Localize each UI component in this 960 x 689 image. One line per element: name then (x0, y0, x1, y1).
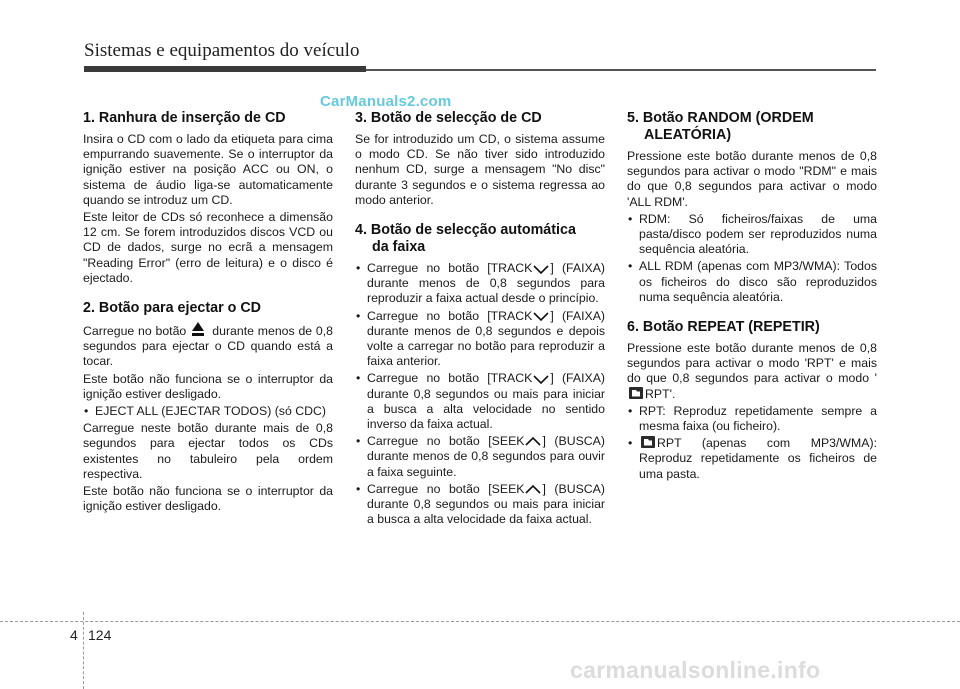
list-item: • Carregue no botão [SEEK ] (BUSCA) durante 0,8 segundos ou mais para iniciar a busca a alta velocidade da faixa actual. (355, 482, 605, 528)
paragraph: Insira o CD com o lado da etiqueta para cima empurrando suavemente. Se o interruptor da ignição estiver na posição ACC ou ON, o sistema de áudio liga-se automaticamente quando se introduz um CD. (83, 132, 333, 207)
chapter-number: 4 (70, 627, 78, 643)
section-title-repeat: 6. Botão REPEAT (REPETIR) (627, 319, 820, 336)
list-item: • EJECT ALL (EJECTAR TODOS) (só CDC) (83, 404, 333, 419)
chevron-up-icon (525, 437, 541, 447)
list-item: • Carregue no botão [TRACK ] (FAIXA) durante menos de 0,8 segundos e depois volte a carregar no botão para reproduzir a faixa anterior. (355, 309, 605, 370)
page-number: 124 (88, 627, 112, 643)
header-rule-accent (84, 66, 366, 72)
bullet-list (627, 212, 877, 305)
list-item: • Carregue no botão [TRACK ] (FAIXA) durante menos de 0,8 segundos para reproduzir a faixa actual desde o princípio. (355, 261, 605, 307)
paragraph: Carregue neste botão durante mais de 0,8 segundos para ejectar todos os CDs existentes no tabuleiro pela ordem respectiva. (83, 421, 333, 481)
eject-icon (192, 322, 204, 336)
section-title-cd-slot: 1. Ranhura de inserção de CD (83, 110, 286, 126)
footer-rule (0, 621, 960, 622)
paragraph: Este botão não funciona se o interruptor da ignição estiver desligado. (83, 371, 333, 401)
column-1 (83, 110, 333, 516)
watermark-top: CarManuals2.com (320, 93, 452, 110)
column-3 (627, 110, 877, 484)
chevron-down-icon (533, 374, 549, 384)
section-title-eject: 2. Botão para ejectar o CD (83, 300, 261, 317)
section-title-track-select: 4. Botão de selecção automática da faixa (355, 222, 576, 256)
paragraph: Pressione este botão durante menos de 0,8 segundos para activar o modo 'RPT' e mais do que 0,8 segundos para activar o modo 'RPT'. (627, 341, 877, 401)
folder-icon (629, 387, 643, 399)
list-item: • RPT: Reproduz repetidamente sempre a mesma faixa (ou ficheiro). (627, 404, 877, 434)
paragraph: Se for introduzido um CD, o sistema assume o modo CD. Se não tiver sido introduzido nenhum CD, surge a mensagem "No disc" durante 3 segundos e o sistema regressa ao modo anterior. (355, 132, 605, 207)
paragraph: Pressione este botão durante menos de 0,8 segundos para activar o modo "RDM" e mais do que 0,8 segundos para activar o modo 'ALL RDM'. (627, 149, 877, 209)
chevron-down-icon (533, 311, 549, 321)
footer-vertical-rule (83, 612, 84, 689)
list-item: • RDM: Só ficheiros/faixas de uma pasta/disco podem ser reproduzidos numa sequência aleatória. (627, 212, 877, 258)
paragraph: Este leitor de CDs só reconhece a dimensão 12 cm. Se forem introduzidos discos VCD ou CD de dados, surge no ecrã a mensagem "Reading Error" (erro de leitura) e o disco é ejectado. (83, 210, 333, 285)
page-header-title: Sistemas e equipamentos do veículo (84, 40, 360, 61)
chevron-up-icon (525, 485, 541, 495)
section-title-cd-select: 3. Botão de selecção de CD (355, 110, 542, 126)
watermark-bottom: carmanualsonline.info (570, 657, 821, 683)
bullet-list (627, 404, 877, 482)
list-item: • ALL RDM (apenas com MP3/WMA): Todos os ficheiros do disco são reproduzidos numa sequência aleatória. (627, 259, 877, 305)
bullet-list (83, 404, 333, 419)
chevron-down-icon (533, 264, 549, 274)
folder-icon (641, 436, 655, 448)
paragraph: Este botão não funciona se o interruptor da ignição estiver desligado. (83, 484, 333, 514)
paragraph: Carregue no botão durante menos de 0,8 segundos para ejectar o CD quando está a tocar. (83, 324, 333, 369)
bullet-list (355, 261, 605, 527)
section-title-random: 5. Botão RANDOM (ORDEM ALEATÓRIA) (627, 110, 814, 143)
column-2 (355, 110, 605, 529)
list-item: • Carregue no botão [TRACK ] (FAIXA) durante 0,8 segundos ou mais para iniciar a busca a alta velocidade no sentido inverso da faixa actual. (355, 371, 605, 432)
list-item: • Carregue no botão [SEEK ] (BUSCA) durante menos de 0,8 segundos para ouvir a faixa seguinte. (355, 434, 605, 480)
list-item: • RPT (apenas com MP3/WMA): Reproduz repetidamente os ficheiros de uma pasta. (627, 436, 877, 482)
